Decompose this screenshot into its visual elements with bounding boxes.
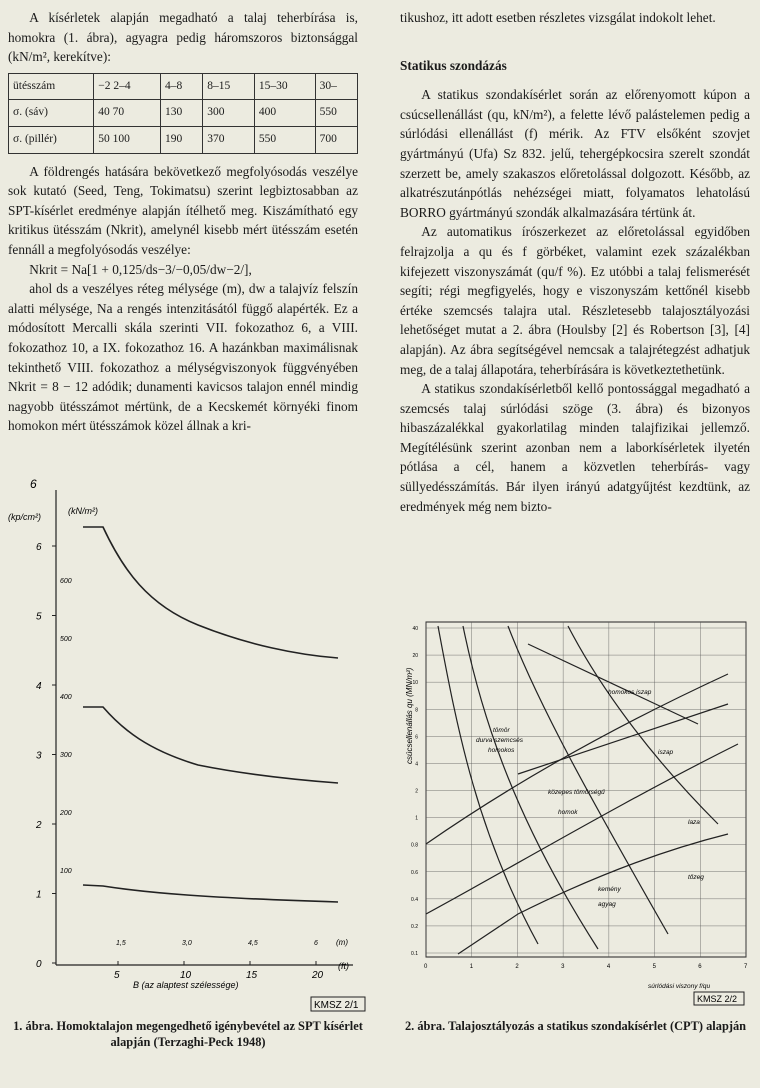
table-cell: 40 70: [94, 100, 161, 127]
figure-1-caption: 1. ábra. Homoktalajon megengedhető igénybevétel az SPT kísérlet alapján (Terzaghi-Peck 1948): [13, 1019, 363, 1049]
x-tick-label: 5: [114, 970, 120, 981]
zone-label: homok: [558, 809, 578, 816]
zone-label: iszap: [658, 749, 674, 756]
x-tick-label: 7: [744, 964, 748, 970]
y-tick-label: 4: [415, 761, 418, 768]
section-heading: Statikus szondázás: [400, 57, 507, 73]
x-tick-label-m: 6: [314, 940, 318, 947]
y-tick-label: 0.6: [411, 869, 418, 876]
x-tick-label: 3: [561, 964, 565, 970]
table-cell: 15–30: [254, 73, 315, 100]
x-axis-label: B (az alaptest szélessége): [133, 980, 239, 990]
figure-2-chart: [398, 614, 753, 1014]
x-tick-label: 4: [606, 964, 611, 970]
y-tick-label: 4: [36, 681, 42, 692]
table-row: [9, 100, 358, 127]
y-tick-label: 10: [412, 680, 418, 687]
table-cell: 300: [203, 100, 255, 127]
y-axis-units-left: (kp/cm²): [8, 512, 41, 522]
table-cell: 190: [160, 126, 202, 153]
y-tick-label-right: 100: [60, 868, 72, 875]
figure-1-chart: [8, 460, 368, 1020]
zone-label: laza: [688, 819, 700, 826]
paragraph: Az automatikus írószerkezet az előretolással egyidőben felrajzolja a qu és f görbéket, valamint ezek százalékban kifejezett viszonyszámát (qu/f %). Ez utóbbi a talaj felismerését segíti; régi megfigyelés, hogy e viszonyszám kettőnél kisebb értéke szemcsés talajra utal. Részletesebb talajosztályozási lehetőséget mutat a 2. ábra (Houlsby [2] és Robertson [3], [4] alapján). Az ábra segítségével nemcsak a talajrétegzést adhatjuk meg, de a talaj állapotára, teherbírására is következtethetünk.: [400, 224, 750, 377]
formula: Nkrit = Na[1 + 0,125/ds−3/−0,05/dw−2/],: [29, 261, 252, 277]
y-tick-label: 1: [36, 889, 42, 901]
x-tick-label: 2: [515, 964, 519, 970]
left-column: [8, 8, 358, 436]
y-tick-label-right: 200: [60, 810, 72, 817]
table-cell: 370: [203, 126, 255, 153]
y-tick-label: 5: [36, 611, 42, 623]
table-cell: 400: [254, 100, 315, 127]
x-tick-label: 1: [469, 964, 474, 970]
right-column: [400, 8, 750, 516]
table-cell: −2 2–4: [94, 73, 161, 100]
curve-upper: [83, 527, 338, 658]
zone-label: durva szemcsés: [476, 737, 523, 744]
y-tick-label: 6: [36, 542, 42, 553]
x-tick-label: 6: [698, 964, 702, 970]
paragraph: tikushoz, itt adott esetben részletes vizsgálat indokolt lehet.: [400, 10, 716, 25]
y-axis-units-right: (kN/m²): [68, 506, 98, 516]
figure-2-caption: 2. ábra. Talajosztályozás a statikus szondakísérlet (CPT) alapján: [404, 1019, 747, 1033]
y-tick-label: 2: [415, 788, 418, 795]
paragraph: A kísérletek alapján megadható a talaj teherbírása is, homokra (1. ábra), agyagra pedig háromszoros biztonsággal (kN/m², kerekítve):: [8, 10, 358, 65]
x-tick-label: 20: [312, 970, 324, 981]
curve-lower: [83, 885, 338, 902]
zone-label: tömör: [493, 727, 510, 734]
x-tick-label: 15: [246, 970, 258, 981]
x-tick-label: 0: [424, 964, 428, 970]
x-tick-label-m: 1,5: [116, 940, 126, 947]
zone-label: közepes tömörségű: [548, 789, 605, 796]
y-tick-label: 1: [415, 815, 418, 822]
x-tick-label-m: 3,0: [182, 940, 192, 947]
paragraph: A földrengés hatására bekövetkező megfolyósodás veszélye sok kutató (Seed, Teng, Tokimatsu) szerint legbiztosabban az SPT-kísérlet eredménye alapján ítélhető meg. Kiszámítható egy kritikus ütésszám (Nkrit), amelynél kisebb mért ütésszám esetén fennáll a megfolyósodás veszélye:: [8, 163, 358, 257]
zone-label: tőzeg: [688, 874, 704, 881]
table-row: [9, 126, 358, 153]
table-cell: ütésszám: [9, 73, 94, 100]
table-cell: 8–15: [203, 73, 255, 100]
table-cell: 700: [315, 126, 357, 153]
y-tick-label-right: 400: [60, 694, 72, 701]
table-row: [9, 73, 358, 100]
figure-stamp: KMSZ 2/2: [697, 994, 738, 1004]
x-tick-label-m: 4,5: [248, 940, 258, 947]
y-tick-label-right: 300: [60, 752, 72, 759]
y-tick-label: 20: [412, 653, 418, 660]
y-tick-label: 2: [36, 820, 42, 831]
y-tick-label: 0.4: [411, 896, 418, 903]
bearing-capacity-table: [8, 73, 358, 154]
y-tick-label: 0: [36, 959, 42, 970]
curve-middle: [83, 707, 338, 783]
table-cell: 4–8: [160, 73, 202, 100]
zone-label: homokos iszap: [608, 689, 652, 696]
paragraph: A statikus szondakísérlet során az előrenyomott kúpon a csúcsellenállást (qu, kN/m²), a felette lévő palástelemen pedig a súrlódási ellenállást (f) mérik. Az FTV elsőként szovjet gyártmányú (Ufa) Sz 832. jelű, tehergépkocsira szerelt szondát szerzett be, amely szakaszos előretolással dolgozott. Később, az alkatrészutánpótlás nehézségei miatt, folyamatos lehatolású BORRO gyártmányú szondák alkalmazására tértünk át.: [400, 87, 750, 220]
y-tick-label: 0.8: [411, 842, 418, 849]
x-tick-label: 10: [180, 970, 192, 981]
y-tick-label: 8: [415, 707, 418, 714]
y-tick-label: 6: [415, 734, 418, 741]
y-tick-label: 40: [412, 626, 418, 632]
y-axis-top-label: 6: [30, 477, 37, 491]
x-unit-m: (m): [336, 938, 348, 947]
paragraph: A statikus szondakísérletből kellő pontossággal megadható a szemcsés talaj súrlódási szöge (3. ábra) és bizonyos hibaszázalékkal gyakorlatilag minden talajfizikai jellemző. Megítélésünk szerint azonban nem a laborkísérletek ilyetén pótlása a cél, hanem a közvetlen teherbírás- vagy süllyedésszámítás. Bár ilyen irányú adatgyűjtést kezdtünk, az eredmények még nem bizto-: [400, 381, 750, 514]
zone-label: agyag: [598, 901, 616, 908]
table-cell: σ. (pillér): [9, 126, 94, 153]
y-tick-label: 0.2: [411, 923, 418, 930]
y-tick-label: 0.1: [411, 951, 418, 957]
y-tick-label: 3: [36, 750, 42, 762]
table-cell: 50 100: [94, 126, 161, 153]
paragraph: ahol ds a veszélyes réteg mélysége (m), dw a talajvíz felszín alatti mélysége, Na a rengés intenzitásától függő alapérték. Ez a módosított Mercalli skála szerinti VII. fokozathoz 6, a VIII. fokozathoz 10, a IX. fokozathoz 16. A hazánkban maximálisnak tekinthető VIII. fokozathoz a mélységviszonyok függvényében Nkrit = 8 − 12 adódik; dunamenti kavicsos talajon ennél mindig nagyobb ütésszámot mértünk, de a Kecskemét környéki finom homokon mért ütésszámok közel állnak a kri-: [8, 281, 358, 434]
zone-label: homokos: [488, 747, 515, 754]
x-axis-label: súrlódási viszony f/qu: [648, 983, 711, 990]
table-cell: 550: [254, 126, 315, 153]
figure-stamp: KMSZ 2/1: [314, 1000, 359, 1011]
table-cell: 550: [315, 100, 357, 127]
zone-label: kemény: [598, 886, 621, 893]
table-cell: 130: [160, 100, 202, 127]
x-unit-ft: (ft): [338, 961, 349, 971]
x-tick-label: 5: [652, 964, 656, 970]
table-cell: 30–: [315, 73, 357, 100]
y-tick-label-right: 600: [60, 578, 72, 585]
y-tick-label-right: 500: [60, 636, 72, 643]
y-axis-label: csúcsellenállás qu (MN/m²): [405, 667, 414, 764]
table-cell: σ. (sáv): [9, 100, 94, 127]
